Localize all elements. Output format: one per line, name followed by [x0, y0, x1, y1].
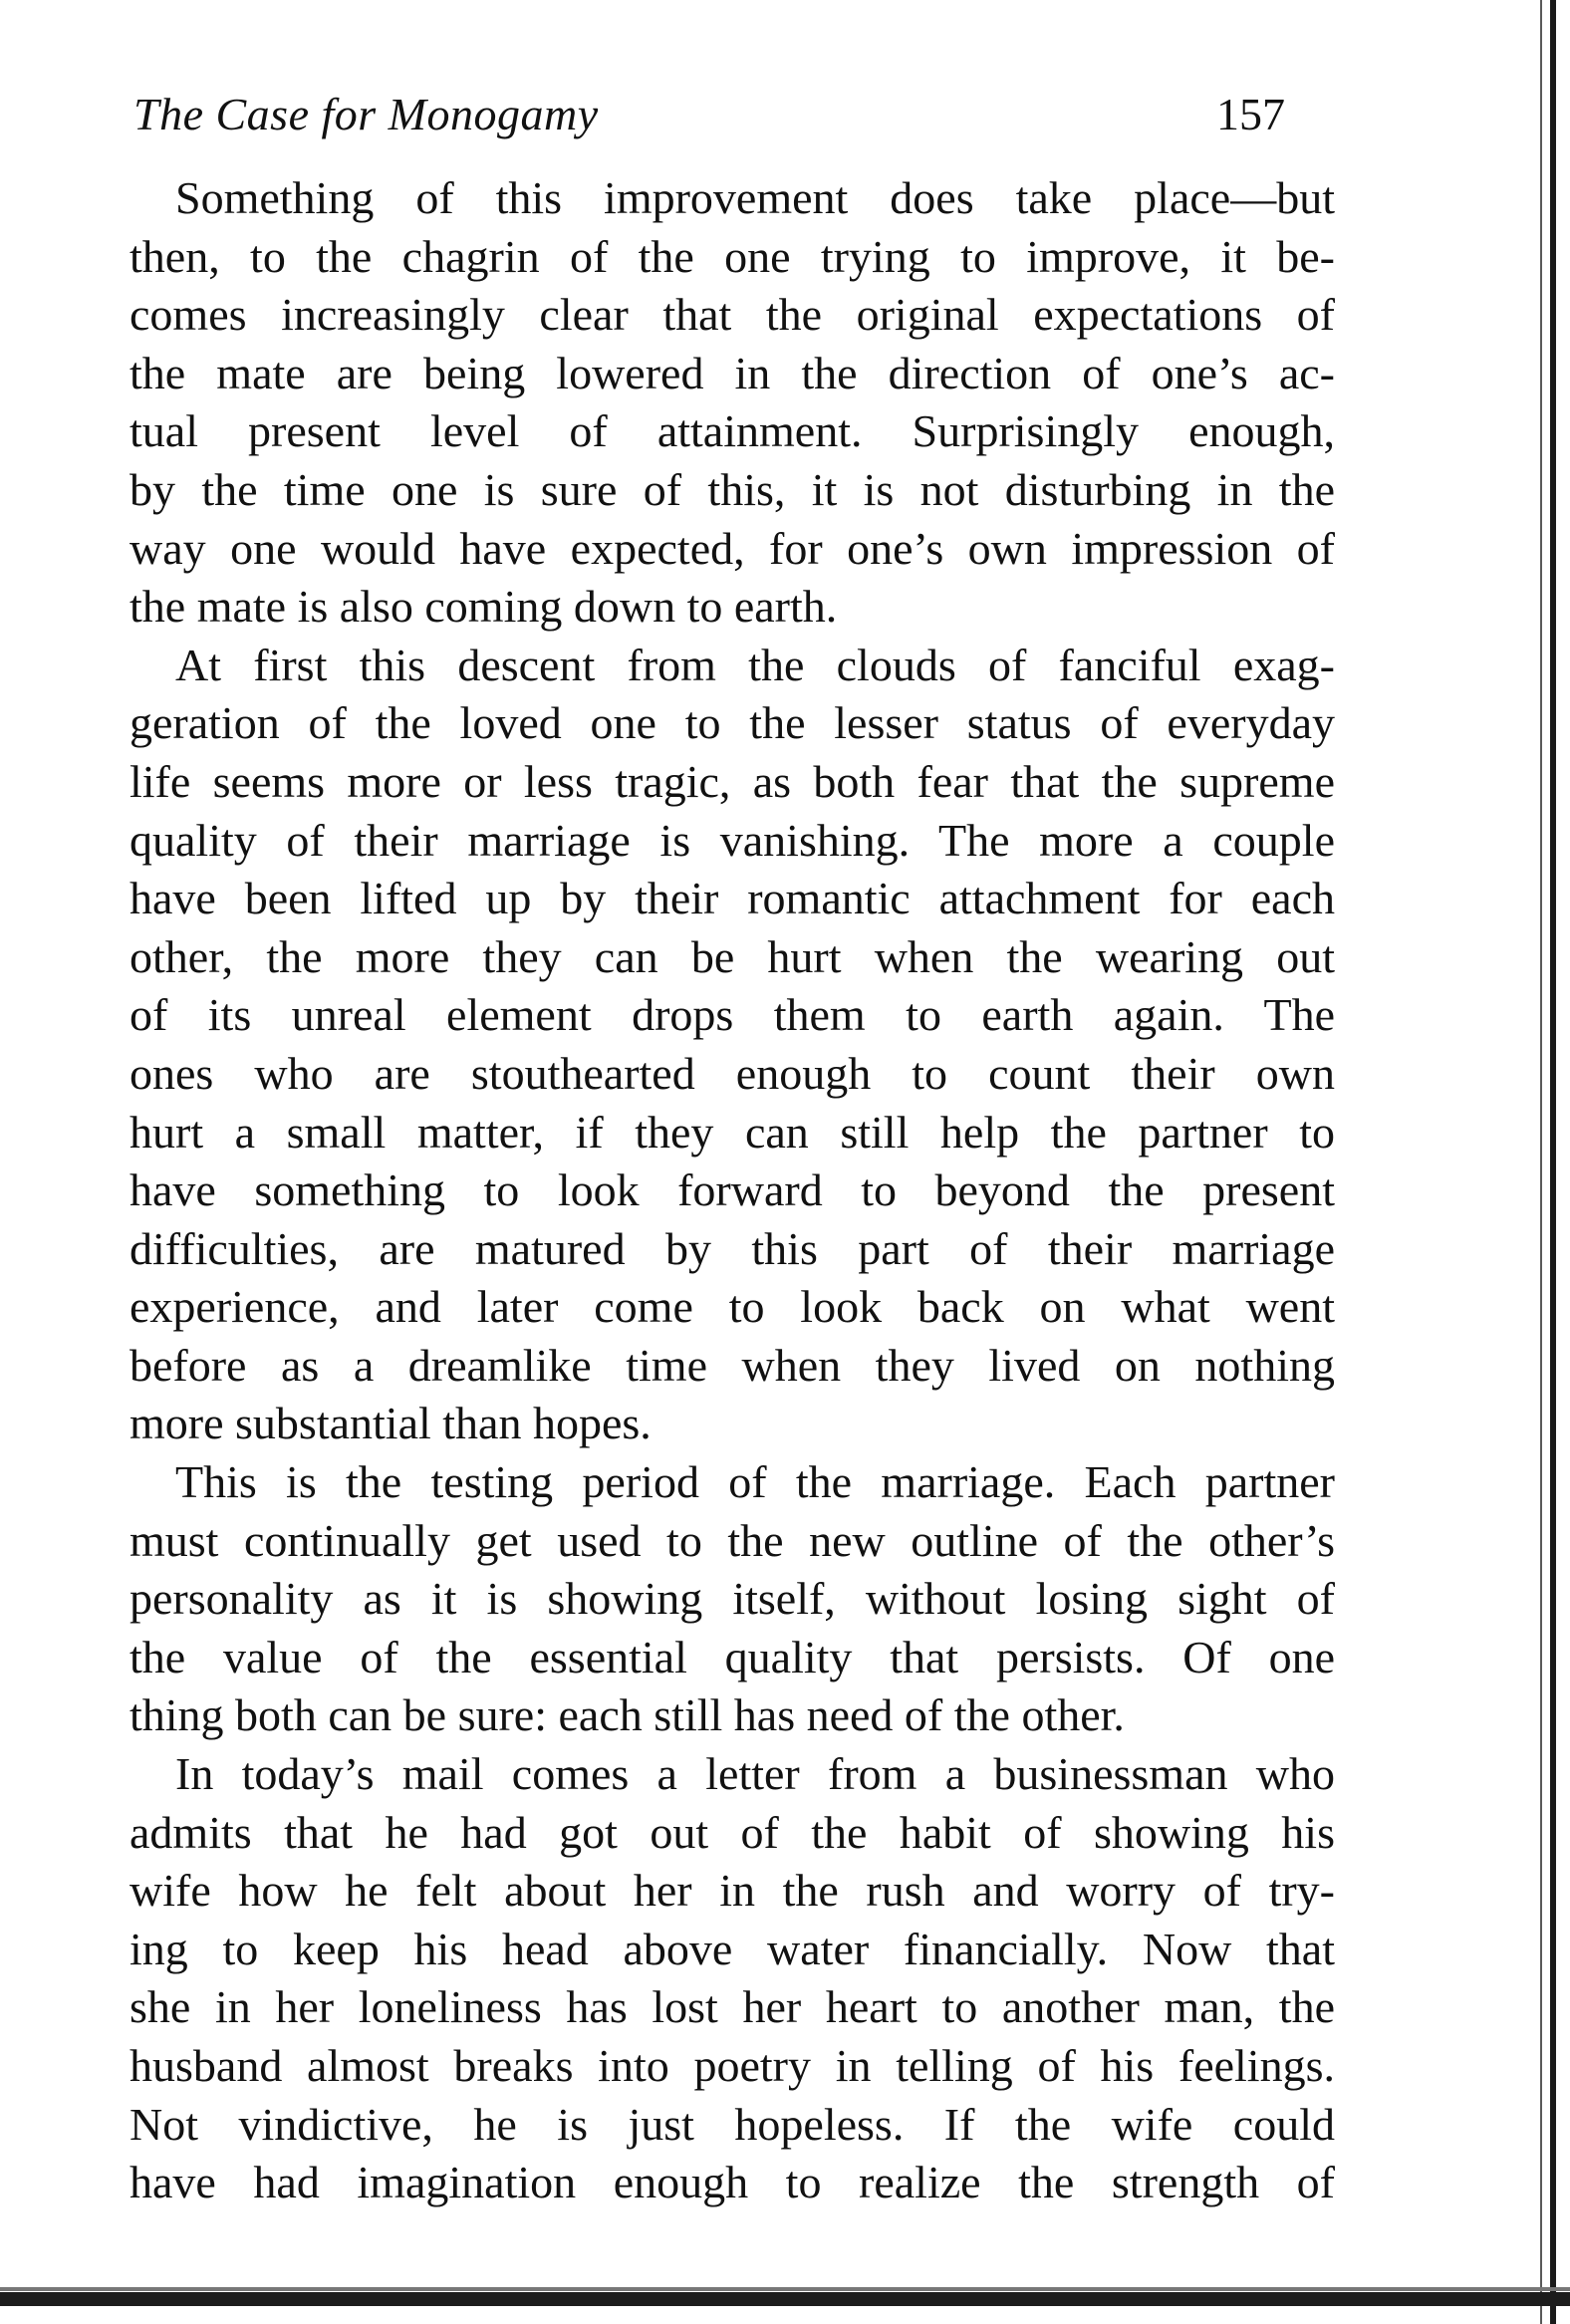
text-line: then, to the chagrin of the one trying to improve, it be-	[130, 230, 1335, 282]
text-line: the mate are being lowered in the direction of one’s ac-	[130, 347, 1335, 398]
text-line: comes increasingly clear that the original expectations of	[130, 289, 1335, 341]
running-head	[133, 88, 1329, 157]
text-line: difficulties, are matured by this part of their marriage	[130, 1222, 1335, 1274]
text-line: way one would have expected, for one’s own impression of	[130, 522, 1335, 574]
text-line: husband almost breaks into poetry in telling of his feelings.	[130, 2040, 1335, 2091]
page-edge-shadow	[1540, 0, 1542, 2324]
text-line: thing both can be sure: each still has need of the other.	[130, 1689, 1125, 1741]
text-line: other, the more they can be hurt when the wearing out	[130, 930, 1335, 982]
bottom-edge-rule	[0, 2292, 1570, 2306]
text-line: by the time one is sure of this, it is not disturbing in the	[130, 463, 1335, 515]
text-line: This is the testing period of the marriage. Each partner	[175, 1456, 1335, 1508]
text-line: must continually get used to the new outline of the other’s	[130, 1514, 1335, 1566]
text-line: hurt a small matter, if they can still help the partner to	[130, 1106, 1335, 1158]
text-line: Not vindictive, he is just hopeless. If the wife could	[130, 2098, 1335, 2150]
text-line: personality as it is showing itself, without losing sight of	[130, 1573, 1335, 1625]
text-line: the mate is also coming down to earth.	[130, 581, 838, 633]
body-text	[130, 169, 1335, 2212]
text-line: have had imagination enough to realize the strength of	[130, 2157, 1335, 2208]
bottom-edge-shadow	[0, 2287, 1570, 2291]
text-line: admits that he had got out of the habit of showing his	[130, 1806, 1335, 1858]
page-edge-rule	[1550, 0, 1556, 2324]
text-line: have something to look forward to beyond the present	[130, 1164, 1335, 1216]
text-line: she in her loneliness has lost her heart to another man, the	[130, 1981, 1335, 2033]
text-line: of its unreal element drops them to earth again. The	[130, 989, 1335, 1041]
text-line: ones who are stouthearted enough to count their own	[130, 1047, 1335, 1099]
text-line: geration of the loved one to the lesser status of everyday	[130, 697, 1335, 749]
text-line: In today’s mail comes a letter from a businessman who	[175, 1748, 1335, 1800]
text-line: quality of their marriage is vanishing. The more a couple	[130, 814, 1335, 866]
text-line: At first this descent from the clouds of fanciful exag-	[175, 639, 1335, 690]
text-line: tual present level of attainment. Surprisingly enough,	[130, 405, 1335, 457]
text-line: before as a dreamlike time when they lived on nothing	[130, 1339, 1335, 1391]
text-line: wife how he felt about her in the rush and worry of try-	[130, 1865, 1335, 1917]
text-line: have been lifted up by their romantic attachment for each	[130, 873, 1335, 924]
page-number: 157	[1216, 89, 1285, 139]
text-line: ing to keep his head above water financially. Now that	[130, 1923, 1335, 1974]
text-line: experience, and later come to look back on what went	[130, 1281, 1335, 1333]
text-line: Something of this improvement does take place—but	[175, 172, 1335, 223]
text-line: more substantial than hopes.	[130, 1398, 652, 1449]
text-line: life seems more or less tragic, as both fear that the supreme	[130, 755, 1335, 807]
running-title: The Case for Monogamy	[133, 89, 599, 139]
text-line: the value of the essential quality that persists. Of one	[130, 1631, 1335, 1682]
